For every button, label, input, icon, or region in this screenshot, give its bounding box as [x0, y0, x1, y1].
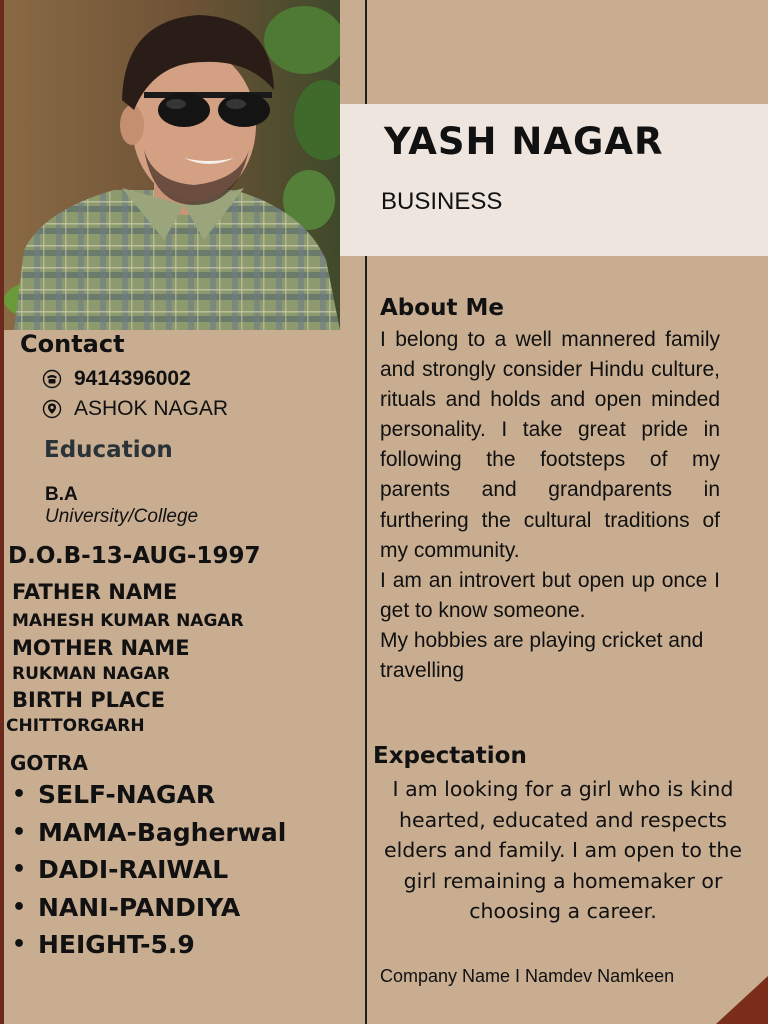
education-heading: Education	[44, 437, 173, 463]
location-icon	[42, 399, 62, 419]
contact-address	[42, 397, 228, 421]
bullet-icon: •	[12, 819, 27, 845]
list-item: • DADI-RAIWAL	[8, 851, 286, 889]
about-paragraph: I belong to a well mannered family and strongly consider Hindu culture, rituals and holds and open minded personality. I take great pride in following the footsteps of my parents and grandparents in furthering the cultural traditions of my community.	[380, 328, 720, 562]
contact-phone	[42, 367, 191, 391]
list-item: • NANI-PANDIYA	[8, 889, 286, 927]
about-text	[380, 325, 720, 686]
education-degree: B.A	[45, 484, 78, 505]
gotra-label: GOTRA	[10, 751, 88, 775]
gotra-list	[8, 776, 286, 964]
list-item: • HEIGHT-5.9	[8, 926, 286, 964]
about-paragraph: I am an introvert but open up once I get to know someone.	[380, 568, 720, 622]
birth-place-value: CHITTORGARH	[6, 716, 145, 736]
candidate-name: YASH NAGAR	[384, 120, 664, 163]
company-name: Company Name I Namdev Namkeen	[380, 966, 675, 986]
mother-name-label: MOTHER NAME	[12, 636, 190, 660]
list-item: • MAMA-Bagherwal	[8, 814, 286, 852]
about-paragraph: My hobbies are playing cricket and travelling	[380, 628, 704, 683]
about-heading: About Me	[380, 295, 504, 321]
phone-icon	[42, 369, 62, 389]
expectation-heading: Expectation	[373, 743, 527, 769]
bullet-icon: •	[12, 932, 27, 958]
father-name-label: FATHER NAME	[12, 580, 178, 604]
birth-place-label: BIRTH PLACE	[12, 688, 166, 712]
date-of-birth: D.O.B-13-AUG-1997	[8, 543, 261, 569]
mother-name-value: RUKMAN NAGAR	[12, 664, 170, 684]
contact-heading: Contact	[20, 330, 125, 358]
address-text: ASHOK NAGAR	[74, 397, 229, 420]
profession: BUSINESS	[381, 188, 503, 215]
phone-number: 9414396002	[74, 367, 191, 390]
father-name-value: MAHESH KUMAR NAGAR	[12, 611, 244, 631]
bullet-icon: •	[12, 857, 27, 883]
profile-photo	[4, 0, 340, 330]
list-item: • SELF-NAGAR	[8, 776, 286, 814]
bullet-icon: •	[12, 894, 27, 920]
bullet-icon: •	[12, 782, 27, 808]
corner-accent	[716, 976, 768, 1024]
education-institution: University/College	[45, 506, 199, 527]
expectation-text: I am looking for a girl who is kind hearted, educated and respects elders and family. I am open to the girl remaining a homemaker or choosing a career.	[383, 777, 743, 923]
